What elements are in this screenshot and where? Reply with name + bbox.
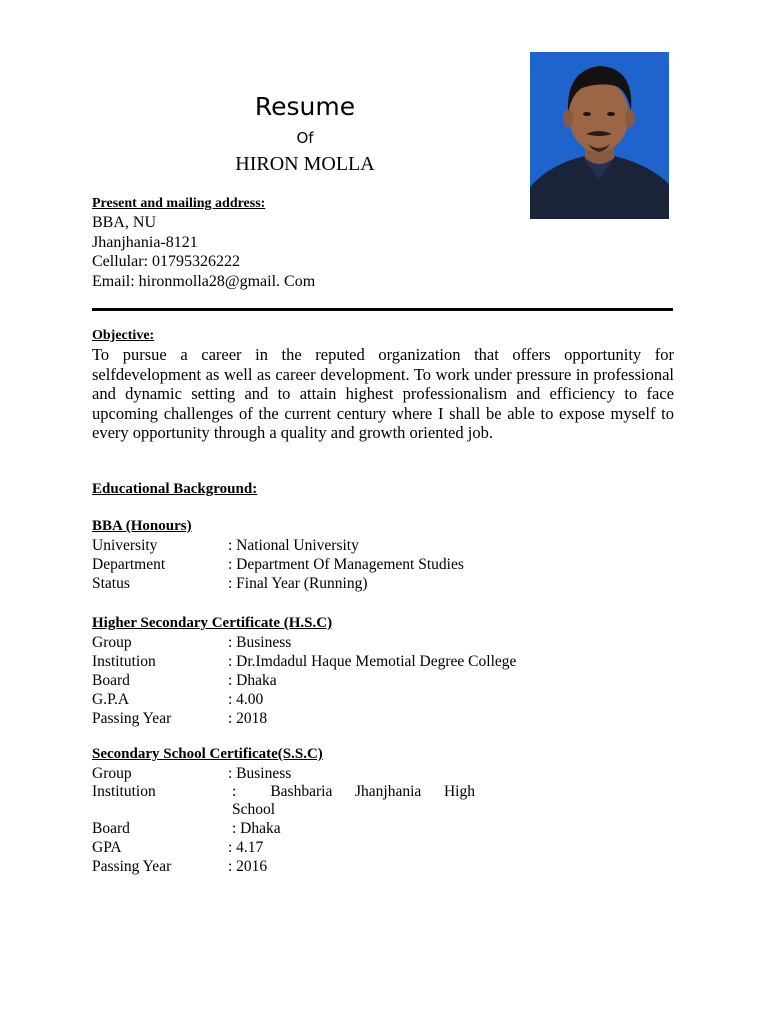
hsc-value: : Dhaka (228, 672, 277, 689)
ssc-value: : Business (228, 765, 292, 782)
address-line-email: Email: hironmolla28@gmail. Com (92, 272, 316, 290)
ssc-value: : Dhaka (232, 820, 281, 837)
address-line-degree: BBA, NU (92, 214, 157, 231)
ssc-institution-line2: School (232, 801, 276, 818)
bba-title: BBA (Honours) (92, 518, 192, 534)
ssc-row-institution (92, 783, 672, 819)
ssc-section (92, 744, 672, 876)
objective-text: To pursue a career in the reputed organization that offers opportunity for selfdevelopment as well as career development. To work under pressure in professional and dynamic setting and to attain highest professionalism and efficiency to face upcoming challenges of the current century where I shall be able to expose myself to every opportunity through a quality and growth oriented job. (92, 345, 674, 442)
candidate-name: HIRON MOLLA (235, 153, 375, 175)
hsc-row (92, 671, 672, 690)
bba-value: : Final Year (Running) (228, 575, 368, 592)
bba-label: University (92, 537, 158, 554)
hsc-value: : Business (228, 634, 292, 651)
portrait-icon (530, 52, 669, 219)
ssc-label: Group (92, 765, 132, 782)
hsc-label: Board (92, 672, 130, 689)
hsc-section (92, 613, 672, 728)
resume-of: Of (296, 129, 314, 147)
hsc-label: Institution (92, 653, 156, 670)
ssc-value: : 4.17 (228, 839, 264, 856)
objective-block (92, 326, 674, 443)
hsc-value: : 2018 (228, 710, 268, 727)
hsc-row (92, 709, 672, 728)
ssc-value: : 2016 (228, 858, 268, 875)
hsc-row (92, 652, 672, 671)
portrait-photo (530, 52, 669, 219)
bba-row (92, 555, 672, 574)
bba-value: : Department Of Management Studies (228, 556, 464, 573)
hsc-value: : Dr.Imdadul Haque Memotial Degree College (228, 653, 517, 670)
ssc-label: Board (92, 820, 130, 837)
horizontal-divider (92, 308, 673, 311)
hsc-row (92, 633, 672, 652)
bba-label: Department (92, 556, 166, 573)
ssc-row-board (92, 819, 672, 838)
ssc-label: Passing Year (92, 858, 172, 875)
hsc-row (92, 690, 672, 709)
objective-heading: Objective: (92, 328, 155, 343)
bba-label: Status (92, 575, 130, 592)
hsc-title: Higher Secondary Certificate (H.S.C) (92, 615, 333, 631)
ssc-row-group (92, 764, 672, 783)
ssc-row-gpa (92, 838, 672, 857)
address-line-location: Jhanjhania-8121 (92, 233, 198, 251)
address-heading: Present and mailing address: (92, 196, 266, 211)
hsc-label: Passing Year (92, 710, 172, 727)
hsc-value: : 4.00 (228, 691, 264, 708)
bba-row (92, 536, 672, 555)
hsc-label: G.P.A (92, 691, 130, 708)
bba-value: : National University (228, 537, 359, 554)
bba-section (92, 516, 672, 593)
ssc-title: Secondary School Certificate(S.S.C) (92, 746, 323, 762)
ssc-label: GPA (92, 839, 122, 856)
hsc-label: Group (92, 634, 132, 651)
bba-row (92, 574, 672, 593)
address-block (92, 194, 512, 291)
resume-title: Resume (254, 92, 356, 121)
ssc-institution-line1: : Bashbaria Jhanjhania High (232, 783, 475, 800)
ssc-institution-value (232, 783, 475, 819)
ssc-row-passing (92, 857, 672, 876)
education-heading: Educational Background: (92, 481, 258, 497)
ssc-label: Institution (92, 783, 156, 800)
address-line-phone: Cellular: 01795326222 (92, 253, 240, 270)
